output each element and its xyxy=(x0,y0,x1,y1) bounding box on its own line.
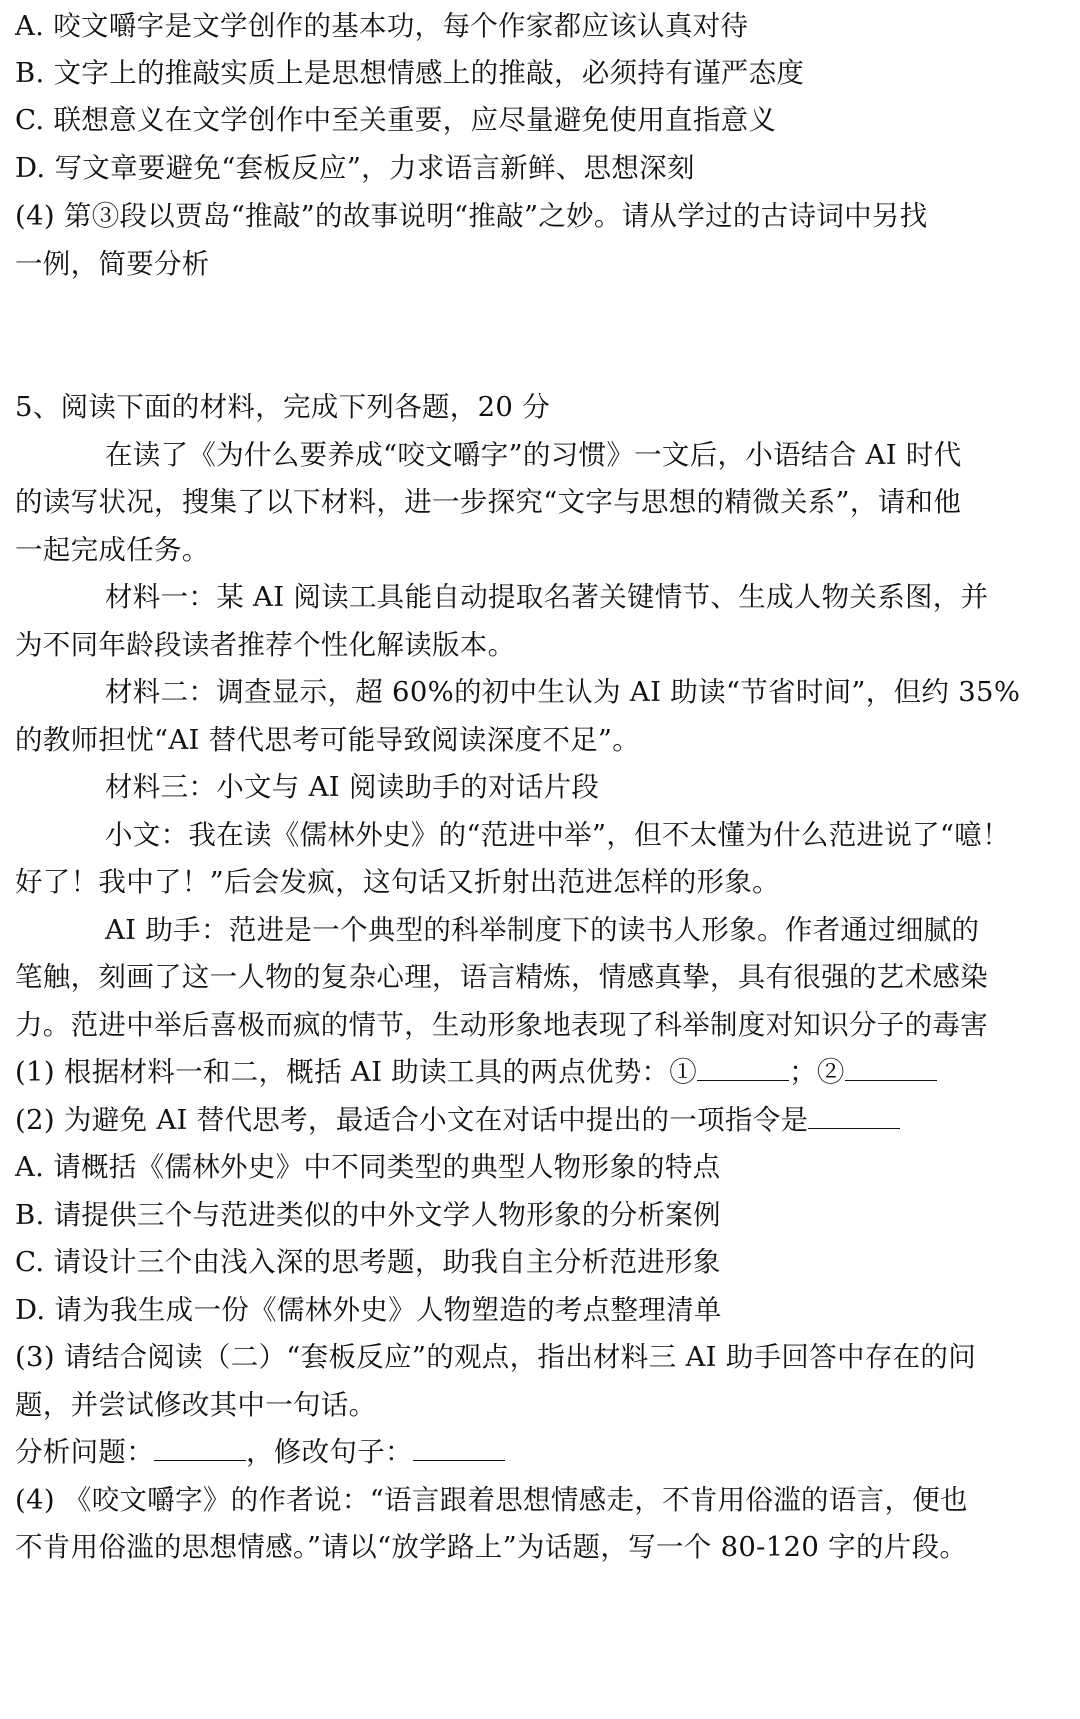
q5-intro-line1: 在读了《为什么要养成“咬文嚼字”的习惯》一文后，小语结合 AI 时代 xyxy=(105,439,962,471)
material1-line1: 材料一：某 AI 阅读工具能自动提取名著关键情节、生成人物关系图，并 xyxy=(105,581,989,613)
q5-sub2-option-b: B. 请提供三个与范进类似的中外文学人物形象的分析案例 xyxy=(15,1199,721,1231)
answer-blank-4[interactable] xyxy=(154,1434,246,1461)
answer-blank-1[interactable] xyxy=(697,1054,789,1081)
xiaowen-line1: 小文：我在读《儒林外史》的“范进中举”，但不太懂为什么范进说了“噫！ xyxy=(105,819,1010,851)
ai-answer-line1: AI 助手：范进是一个典型的科举制度下的读书人形象。作者通过细腻的 xyxy=(105,914,980,946)
q5-sub4-line1: (4) 《咬文嚼字》的作者说：“语言跟着思想情感走，不肯用俗滥的语言，便也 xyxy=(15,1484,968,1516)
q5-sub4-line2: 不肯用俗滥的思想情感。”请以“放学路上”为话题，写一个 80-120 字的片段。 xyxy=(15,1531,968,1563)
q4-sub4-line2: 一例，简要分析 xyxy=(15,248,210,280)
material1-line2: 为不同年龄段读者推荐个性化解读版本。 xyxy=(15,629,516,661)
q4-option-a: A. 咬文嚼字是文学创作的基本功，每个作家都应该认真对待 xyxy=(15,10,749,42)
q4-option-d: D. 写文章要避免“套板反应”，力求语言新鲜、思想深刻 xyxy=(15,152,695,184)
q4-option-c: C. 联想意义在文学创作中至关重要，应尽量避免使用直指意义 xyxy=(15,104,777,136)
q5-intro-line3: 一起完成任务。 xyxy=(15,534,210,566)
q5-sub2-option-d: D. 请为我生成一份《儒林外史》人物塑造的考点整理清单 xyxy=(15,1294,722,1326)
ai-answer-line3: 力。范进中举后喜极而疯的情节，生动形象地表现了科举制度对知识分子的毒害 xyxy=(15,1009,988,1041)
answer-blank-2[interactable] xyxy=(845,1054,937,1081)
xiaowen-line2: 好了！我中了！”后会发疯，这句话又折射出范进怎样的形象。 xyxy=(15,866,780,898)
material2-line2: 的教师担忧“AI 替代思考可能导致阅读深度不足”。 xyxy=(15,724,641,756)
q5-intro-line2: 的读写状况，搜集了以下材料，进一步探究“文字与思想的精微关系”，请和他 xyxy=(15,486,962,518)
material3-heading: 材料三：小文与 AI 阅读助手的对话片段 xyxy=(105,771,600,803)
q5-sub3-line2: 题，并尝试修改其中一句话。 xyxy=(15,1389,377,1421)
q5-sub2-option-a: A. 请概括《儒林外史》中不同类型的典型人物形象的特点 xyxy=(15,1151,721,1183)
q5-sub1: (1) 根据材料一和二，概括 AI 助读工具的两点优势：① ；② xyxy=(15,1054,937,1090)
ai-answer-line2: 笔触，刻画了这一人物的复杂心理，语言精炼，情感真挚，具有很强的艺术感染 xyxy=(15,961,988,993)
q5-sub3-answer: 分析问题： ，修改句子： xyxy=(15,1434,505,1470)
q5-sub2: (2) 为避免 AI 替代思考，最适合小文在对话中提出的一项指令是 xyxy=(15,1102,900,1138)
q5-heading: 5、阅读下面的材料，完成下列各题，20 分 xyxy=(15,391,551,423)
answer-blank-3[interactable] xyxy=(808,1102,900,1129)
answer-blank-5[interactable] xyxy=(413,1434,505,1461)
q4-sub4-line1: (4) 第③段以贾岛“推敲”的故事说明“推敲”之妙。请从学过的古诗词中另找 xyxy=(15,200,928,232)
material2-line1: 材料二：调查显示，超 60%的初中生认为 AI 助读“节省时间”，但约 35% xyxy=(105,676,1021,708)
q4-option-b: B. 文字上的推敲实质上是思想情感上的推敲，必须持有谨严态度 xyxy=(15,57,805,89)
q5-sub3-line1: (3) 请结合阅读（二）“套板反应”的观点，指出材料三 AI 助手回答中存在的问 xyxy=(15,1341,977,1373)
q5-sub2-option-c: C. 请设计三个由浅入深的思考题，助我自主分析范进形象 xyxy=(15,1246,721,1278)
